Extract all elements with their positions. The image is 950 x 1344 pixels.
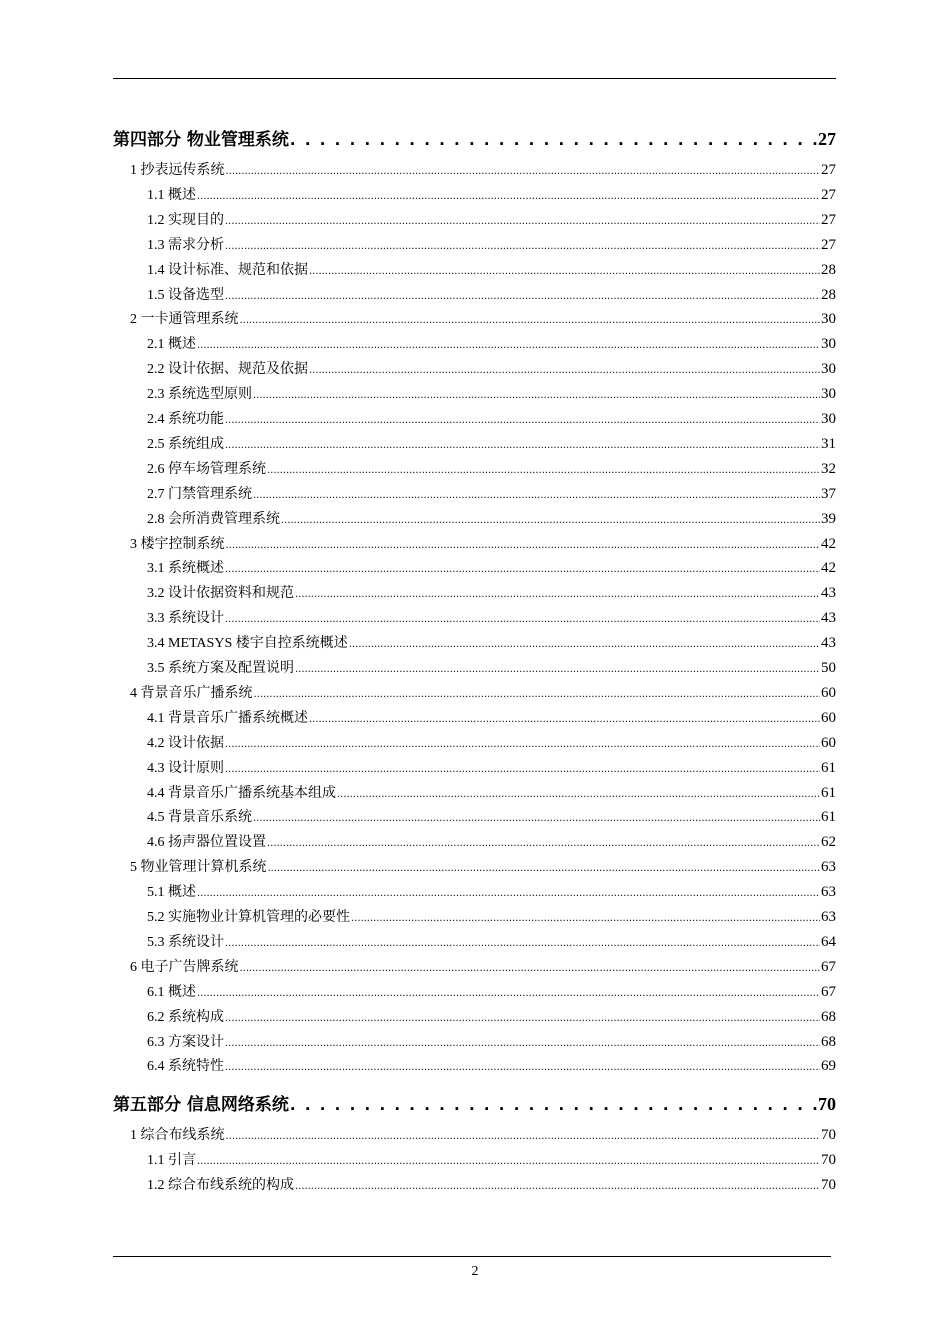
toc-leader-dots xyxy=(197,191,820,202)
toc-leader-dots xyxy=(254,689,821,700)
toc-entry-label: 6.4 系统特性 xyxy=(147,1059,224,1075)
toc-entry-page: 67 xyxy=(821,958,836,975)
toc-section-entry[interactable] xyxy=(113,259,836,281)
toc-entry-label: 第五部分 信息网络系统 xyxy=(113,1095,289,1116)
toc-entry-page: 63 xyxy=(821,884,836,901)
toc-section-entry[interactable] xyxy=(113,433,836,455)
toc-entry-label: 6.1 概述 xyxy=(147,984,196,1000)
toc-entry-label: 2 一卡通管理系统 xyxy=(130,312,239,328)
toc-entry-page: 61 xyxy=(821,784,836,801)
toc-entry-label: 3.5 系统方案及配置说明 xyxy=(147,661,294,676)
toc-part-entry[interactable] xyxy=(113,125,836,151)
toc-entry-page: 60 xyxy=(821,709,836,726)
toc-entry-label: 3.2 设计依据资料和规范 xyxy=(147,586,294,602)
toc-section-entry[interactable] xyxy=(113,234,836,256)
toc-entry-page: 27 xyxy=(818,129,836,149)
toc-leader-dots xyxy=(295,664,820,675)
toc-leader-dots xyxy=(267,465,820,476)
toc-entry-page: 42 xyxy=(821,535,836,552)
toc-entry-label: 1.4 设计标准、规范和依据 xyxy=(147,262,308,278)
toc-section-entry[interactable] xyxy=(113,757,836,779)
toc-leader-dots xyxy=(267,838,820,849)
toc-entry-page: 70 xyxy=(821,1152,836,1169)
toc-section-entry[interactable] xyxy=(113,732,836,754)
toc-entry-label: 5.2 实施物业计算机管理的必要性 xyxy=(147,910,350,925)
toc-section-entry[interactable] xyxy=(113,383,836,405)
toc-entry-page: 61 xyxy=(821,759,836,776)
toc-section-entry[interactable] xyxy=(113,408,836,430)
toc-entry-page: 37 xyxy=(821,485,836,502)
toc-section-entry[interactable] xyxy=(113,209,836,231)
toc-leader-dots xyxy=(225,241,820,252)
toc-leader-dots xyxy=(226,540,821,551)
toc-entry-page: 63 xyxy=(821,859,836,876)
toc-leader-dots xyxy=(225,614,820,625)
toc-chapter-entry[interactable] xyxy=(113,533,836,555)
footer-rule xyxy=(113,1256,831,1257)
toc-section-entry[interactable] xyxy=(113,1055,836,1077)
toc-entry-label: 2.2 设计依据、规范及依据 xyxy=(147,362,308,378)
toc-leader-dots xyxy=(281,515,820,526)
toc-section-entry[interactable] xyxy=(113,906,836,928)
toc-entry-label: 1 综合布线系统 xyxy=(130,1128,225,1144)
toc-chapter-entry[interactable] xyxy=(113,308,836,330)
toc-entry-label: 2.4 系统功能 xyxy=(147,412,224,427)
toc-leader-dots xyxy=(309,266,820,277)
toc-entry-label: 4 背景音乐广播系统 xyxy=(130,685,253,701)
toc-entry-page: 70 xyxy=(821,1127,836,1144)
toc-leader-dots xyxy=(253,490,820,501)
toc-section-entry[interactable] xyxy=(113,881,836,903)
toc-leader-dots xyxy=(226,166,821,177)
toc-entry-page: 64 xyxy=(821,933,836,950)
toc-entry-label: 4.2 设计依据 xyxy=(147,735,224,751)
toc-leader-dots xyxy=(197,988,820,999)
toc-section-entry[interactable] xyxy=(113,981,836,1003)
toc-entry-page: 43 xyxy=(821,585,836,602)
toc-entry-label: 2.5 系统组成 xyxy=(147,436,224,452)
toc-entry-label: 2.7 门禁管理系统 xyxy=(147,486,252,502)
toc-entry-page: 30 xyxy=(821,311,836,328)
toc-entry-label: 1.3 需求分析 xyxy=(147,237,224,253)
toc-section-entry[interactable] xyxy=(113,1174,836,1196)
toc-entry-label: 3.3 系统设计 xyxy=(147,611,224,627)
toc-entry-label: 3.1 系统概述 xyxy=(147,561,224,577)
toc-entry-label: 4.4 背景音乐广播系统基本组成 xyxy=(147,785,336,801)
toc-entry-page: 27 xyxy=(821,162,836,178)
toc-chapter-entry[interactable] xyxy=(113,956,836,978)
toc-entry-page: 68 xyxy=(821,1008,836,1025)
toc-entry-page: 39 xyxy=(821,510,836,527)
toc-leader-dots xyxy=(268,863,821,874)
toc-entry-page: 30 xyxy=(821,336,836,353)
toc-leader-dots xyxy=(351,913,820,924)
toc-entry-label: 1.1 引言 xyxy=(147,1153,196,1169)
toc-leader-dots xyxy=(309,365,820,376)
toc-entry-page: 67 xyxy=(821,983,836,1000)
toc-entry-label: 5 物业管理计算机系统 xyxy=(130,860,267,876)
toc-leader-dots xyxy=(225,415,820,426)
toc-entry-page: 31 xyxy=(821,435,836,452)
toc-leader-dots xyxy=(225,1038,820,1049)
toc-section-entry[interactable] xyxy=(113,707,836,729)
toc-leader-dots xyxy=(337,789,820,800)
toc-leader-dots xyxy=(349,639,820,650)
toc-chapter-entry[interactable] xyxy=(113,682,836,704)
toc-entry-page: 63 xyxy=(821,909,836,925)
toc-entry-label: 第四部分 物业管理系统 xyxy=(113,130,289,150)
toc-entry-page: 30 xyxy=(821,411,836,427)
toc-entry-page: 30 xyxy=(821,386,836,403)
toc-entry-label: 1 抄表远传系统 xyxy=(130,163,225,178)
toc-entry-page: 42 xyxy=(821,560,836,577)
toc-leader-dots xyxy=(240,963,821,974)
toc-entry-label: 6.2 系统构成 xyxy=(147,1009,224,1025)
toc-entry-page: 70 xyxy=(818,1094,836,1115)
page-number: 2 xyxy=(471,1264,479,1279)
toc-entry-label: 3 楼宇控制系统 xyxy=(130,536,225,552)
toc-entry-label: 1.2 综合布线系统的构成 xyxy=(147,1178,294,1194)
toc-entry-page: 50 xyxy=(821,660,836,676)
toc-chapter-entry[interactable] xyxy=(113,159,836,181)
toc-leader-dots xyxy=(253,390,820,401)
toc-section-entry[interactable] xyxy=(113,1031,836,1053)
toc-leader-dots xyxy=(197,1156,820,1167)
toc-section-entry[interactable] xyxy=(113,284,836,306)
toc-entry-page: 43 xyxy=(821,610,836,627)
toc-leader-dots xyxy=(225,764,820,775)
toc-section-entry[interactable] xyxy=(113,184,836,206)
toc-entry-label: 5.3 系统设计 xyxy=(147,934,224,950)
toc-entry-page: 69 xyxy=(821,1058,836,1075)
toc-leader-dots xyxy=(225,564,820,575)
toc-entry-label: 4.6 扬声器位置设置 xyxy=(147,835,266,851)
toc-entry-page: 60 xyxy=(821,734,836,751)
toc-section-entry[interactable] xyxy=(113,358,836,380)
toc-entry-label: 5.1 概述 xyxy=(147,885,196,901)
toc-section-entry[interactable] xyxy=(113,458,836,480)
toc-section-entry[interactable] xyxy=(113,508,836,530)
toc-entry-page: 62 xyxy=(821,834,836,851)
toc-leader-dots xyxy=(225,440,820,451)
toc-entry-label: 1.2 实现目的 xyxy=(147,212,224,228)
toc-entry-page: 30 xyxy=(821,361,836,378)
toc-section-entry[interactable] xyxy=(113,1006,836,1028)
toc-chapter-entry[interactable] xyxy=(113,1124,836,1146)
toc-entry-label: 2.6 停车场管理系统 xyxy=(147,461,266,477)
toc-entry-page: 68 xyxy=(821,1033,836,1050)
toc-leader-dots xyxy=(295,589,820,600)
toc-leader-dots xyxy=(226,1131,821,1142)
toc-entry-label: 4.5 背景音乐系统 xyxy=(147,810,252,826)
toc-entry-page: 61 xyxy=(821,809,836,826)
toc-leader-dots xyxy=(225,291,820,302)
toc-entry-page: 28 xyxy=(821,286,836,303)
toc-entry-label: 6.3 方案设计 xyxy=(147,1034,224,1050)
toc-leader-dots xyxy=(225,1062,820,1073)
toc-entry-page: 60 xyxy=(821,684,836,701)
toc-section-entry[interactable] xyxy=(113,632,836,654)
toc-entry-label: 2.3 系统选型原则 xyxy=(147,387,252,403)
toc-entry-page: 27 xyxy=(821,211,836,228)
toc-chapter-entry[interactable] xyxy=(113,856,836,878)
header-rule xyxy=(113,78,836,79)
toc-entry-label: 6 电子广告牌系统 xyxy=(130,959,239,975)
toc-entry-page: 27 xyxy=(821,236,836,253)
toc-section-entry[interactable] xyxy=(113,607,836,629)
toc-entry-label: 1.1 概述 xyxy=(147,187,196,203)
toc-leader-dots xyxy=(290,1096,817,1114)
toc-entry-page: 27 xyxy=(821,186,836,203)
toc-section-entry[interactable] xyxy=(113,1149,836,1171)
toc-entry-page: 70 xyxy=(821,1177,836,1194)
toc-part-entry[interactable] xyxy=(113,1090,836,1116)
toc-section-entry[interactable] xyxy=(113,831,836,853)
toc-section-entry[interactable] xyxy=(113,657,836,679)
toc-entry-label: 4.3 设计原则 xyxy=(147,760,224,776)
toc-section-entry[interactable] xyxy=(113,782,836,804)
toc-section-entry[interactable] xyxy=(113,557,836,579)
toc-entry-label: 2.1 概述 xyxy=(147,337,196,353)
toc-section-entry[interactable] xyxy=(113,483,836,505)
toc-leader-dots xyxy=(240,315,821,326)
toc-section-entry[interactable] xyxy=(113,582,836,604)
toc-entry-page: 43 xyxy=(821,635,836,652)
toc-leader-dots xyxy=(225,739,820,750)
toc-entry-label: 3.4 METASYS 楼宇自控系统概述 xyxy=(147,636,348,652)
toc-leader-dots xyxy=(290,131,817,149)
toc-section-entry[interactable] xyxy=(113,333,836,355)
toc-entry-page: 32 xyxy=(821,460,836,477)
toc-leader-dots xyxy=(309,714,820,725)
toc-section-entry[interactable] xyxy=(113,931,836,953)
toc-leader-dots xyxy=(253,813,820,824)
toc-entry-label: 4.1 背景音乐广播系统概述 xyxy=(147,710,308,726)
toc-leader-dots xyxy=(225,938,820,949)
toc-leader-dots xyxy=(295,1181,820,1192)
toc-entry-page: 28 xyxy=(821,261,836,278)
toc-leader-dots xyxy=(197,340,820,351)
toc-leader-dots xyxy=(197,888,820,899)
toc-section-entry[interactable] xyxy=(113,806,836,828)
toc-leader-dots xyxy=(225,216,820,227)
toc-entry-label: 2.8 会所消费管理系统 xyxy=(147,511,280,527)
toc-entry-label: 1.5 设备选型 xyxy=(147,287,224,303)
toc-leader-dots xyxy=(225,1013,820,1024)
